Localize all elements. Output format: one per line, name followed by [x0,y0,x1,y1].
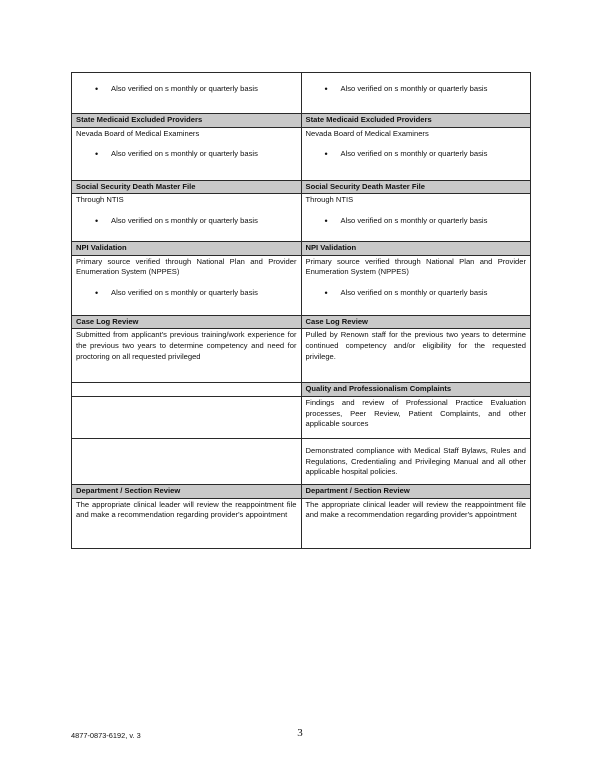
section-heading: State Medicaid Excluded Providers [72,114,302,128]
bullet-icon: • [95,149,99,160]
bullet-icon: • [324,215,328,226]
table-cell: Submitted from applicant's previous training/work experience for the previous two years to determine competency and need for proctoring on all requested privileged [72,329,302,383]
table-cell [72,396,302,438]
table-row [72,73,531,114]
table-cell: Pulled by Renown staff for the previous two years to determine continued competency and/or eligibility for the requested privilege. [301,329,531,383]
section-heading: Quality and Professionalism Complaints [301,383,531,397]
section-heading: Department / Section Review [72,484,302,498]
table-row [72,396,531,438]
table-row [72,255,531,315]
section-header-row [72,180,531,194]
bullet-item: • Also verified on s monthly or quarterly basis [324,215,488,226]
bullet-icon: • [324,149,328,160]
table-cell [72,383,302,397]
bullet-icon: • [95,287,99,298]
document-id: 4877-0873-6192, v. 3 [71,731,141,740]
table-row [72,194,531,242]
page-number: 3 [297,727,303,739]
table-cell: Nevada Board of Medical Examiners • Also verified on s monthly or quarterly basis [72,127,302,180]
section-heading: Department / Section Review [301,484,531,498]
bullet-item: • Also verified on s monthly or quarterly basis [324,84,488,94]
table-cell: Nevada Board of Medical Examiners • Also verified on s monthly or quarterly basis [301,127,531,180]
table-cell: Through NTIS • Also verified on s monthly or quarterly basis [72,194,302,242]
table-cell: The appropriate clinical leader will review the reappointment file and make a recommendation regarding provider's appointment [72,498,302,548]
bullet-item: • Also verified on s monthly or quarterly basis [95,149,258,160]
section-heading: NPI Validation [72,242,302,256]
table-cell [72,73,302,114]
section-heading: NPI Validation [301,242,531,256]
bullet-icon: • [324,287,328,298]
table-cell: Demonstrated compliance with Medical Staff Bylaws, Rules and Regulations, Credentialing and Privileging Manual and all other applicable hospital policies. [301,438,531,484]
bullet-item: • Also verified on s monthly or quarterly basis [324,149,488,160]
table-cell: Primary source verified through National Plan and Provider Enumeration System (NPPES) • Also verified on s monthly or quarterly basis [301,255,531,315]
bullet-item: • Also verified on s monthly or quarterly basis [324,287,488,298]
table-cell [72,438,302,484]
section-header-row [72,242,531,256]
bullet-icon: • [95,215,99,226]
table-row [72,498,531,548]
table-cell: The appropriate clinical leader will review the reappointment file and make a recommendation regarding provider's appointment [301,498,531,548]
bullet-item: • Also verified on s monthly or quarterly basis [95,287,258,298]
table-row [72,438,531,484]
section-heading: Case Log Review [72,315,302,329]
bullet-icon: • [95,84,99,94]
table-cell: Primary source verified through National Plan and Provider Enumeration System (NPPES) • Also verified on s monthly or quarterly basis [72,255,302,315]
section-heading: Case Log Review [301,315,531,329]
section-header-row [72,315,531,329]
section-header-row [72,484,531,498]
table-cell: Through NTIS • Also verified on s monthly or quarterly basis [301,194,531,242]
credentialing-comparison-table [71,72,531,549]
section-header-row [72,114,531,128]
section-heading: Social Security Death Master File [301,180,531,194]
bullet-item: • Also verified on s monthly or quarterly basis [95,215,258,226]
table-cell: Findings and review of Professional Practice Evaluation processes, Peer Review, Patient Complaints, and other applicable sources [301,396,531,438]
table-cell [301,73,531,114]
table-row [72,127,531,180]
bullet-icon: • [324,84,328,94]
section-header-row [72,383,531,397]
section-heading: State Medicaid Excluded Providers [301,114,531,128]
table-row [72,329,531,383]
section-heading: Social Security Death Master File [72,180,302,194]
bullet-item: • Also verified on s monthly or quarterly basis [95,84,258,94]
